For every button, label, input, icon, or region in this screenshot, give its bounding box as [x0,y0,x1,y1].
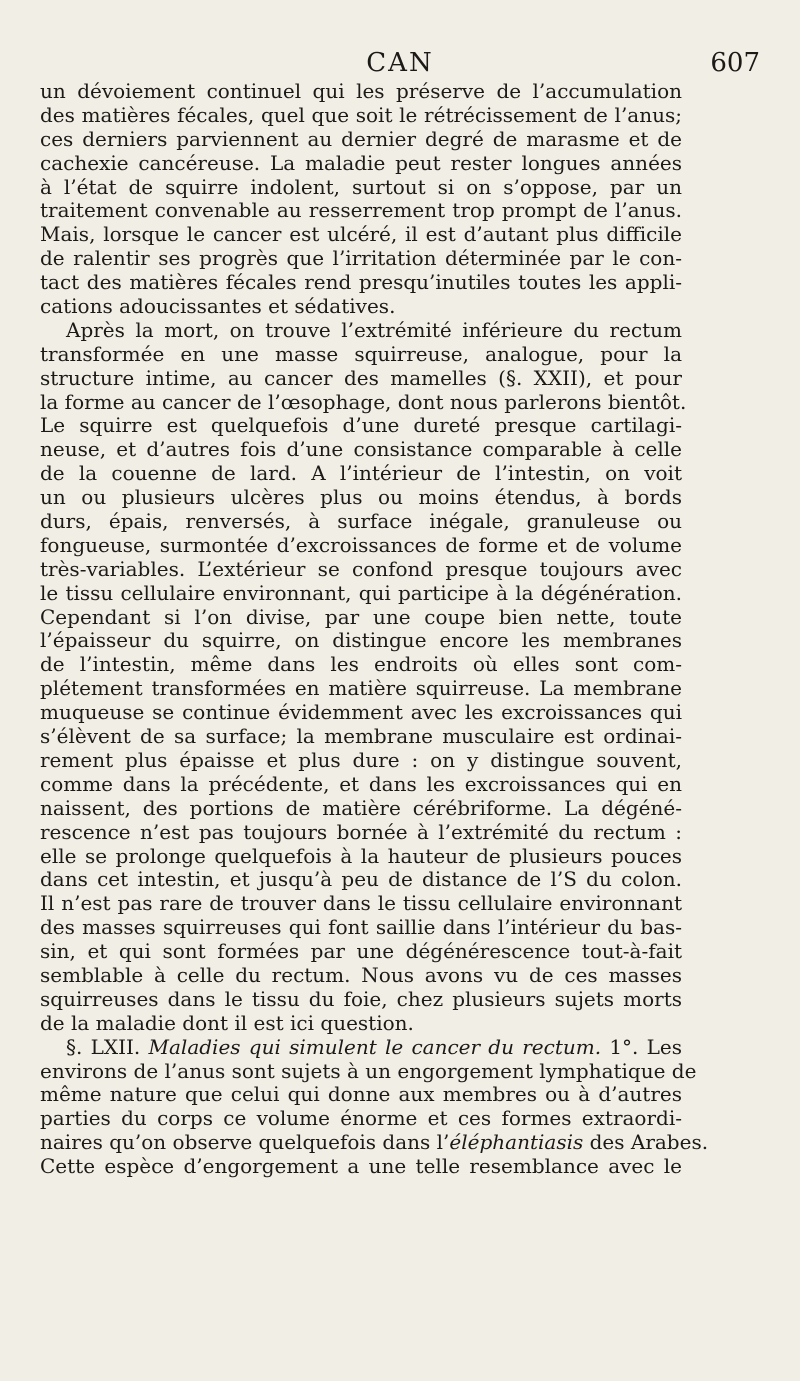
text-line: de la couenne de lard. A l’intérieur de l’intestin, on voit [40,461,682,486]
text-line: comme dans la précédente, et dans les excroissances qui en [40,771,682,796]
paragraph [40,80,682,319]
text-line: Cette espèce d’engorgement a une telle resemblance avec le [40,1154,682,1179]
text-line: muqueuse se continue évidemment avec les excroissances qui [40,700,682,725]
text-fragment: naires qu’on observe quelquefois dans l’ [40,1130,450,1155]
section-number: §. LXII. [66,1034,141,1059]
text-line: cachexie cancéreuse. La maladie peut rester longues années [40,150,682,175]
running-head: CAN [366,48,434,78]
text-line: le tissu cellulaire environnant, qui participe à la dégénération. [40,580,682,605]
text-line: fongueuse, surmontée d’excroissances de forme et de volume [40,532,682,557]
page-number: 607 [710,48,760,78]
text-fragment: 1°. Les [609,1034,683,1059]
text-line: sin, et qui sont formées par une dégénérescence tout-à-fait [40,939,682,964]
text-line: structure intime, au cancer des mamelles (§. XXII), et pour [40,365,682,390]
paragraph [40,1034,709,1179]
text-line: ces derniers parviennent au dernier degré de marasme et de [40,126,682,151]
text-line: Le squirre est quelquefois d’une dureté presque cartilagi- [40,413,682,438]
text-line: semblable à celle du rectum. Nous avons vu de ces masses [40,962,682,987]
text-line: Mais, lorsque le cancer est ulcéré, il est d’autant plus difficile [40,222,682,247]
paragraph [40,317,687,1036]
text-line: la forme au cancer de l’œsophage, dont nous parlerons bientôt. [40,389,687,414]
text-line: elle se prolonge quelquefois à la hauteur de plusieurs pouces [40,843,682,868]
text-line: Il n’est pas rare de trouver dans le tissu cellulaire environnant [40,891,682,916]
text-line: traitement convenable au resserrement trop prompt de l’anus. [40,198,682,223]
text-line: des masses squirreuses qui font saillie dans l’intérieur du bas- [40,915,682,940]
text-line: très-variables. L’extérieur se confond presque toujours avec [40,556,682,581]
text-line: dans cet intestin, et jusqu’à peu de distance de l’S du colon. [40,867,682,892]
text-line: de la maladie dont il est ici question. [40,1010,414,1035]
text-line: un ou plusieurs ulcères plus ou moins étendus, à bords [40,485,682,510]
text-line: de l’intestin, même dans les endroits où elles sont com- [40,652,682,677]
text-line: transformée en une masse squirreuse, analogue, pour la [40,341,682,366]
text-line: des matières fécales, quel que soit le rétrécissement de l’anus; [40,102,682,127]
text-line: Après la mort, on trouve l’extrémité inférieure du rectum [66,317,682,342]
text-line: à l’état de squirre indolent, surtout si on s’oppose, par un [40,174,682,199]
italic-term: éléphantiasis [449,1130,584,1155]
text-fragment: des Arabes. [583,1130,709,1155]
text-line: neuse, et d’autres fois d’une consistance comparable à celle [40,437,682,462]
text-line: parties du corps ce volume énorme et ces formes extraordi- [40,1106,682,1131]
text-line: plétement transformées en matière squirreuse. La membrane [40,676,682,701]
text-line: naissent, des portions de matière cérébriforme. La dégéné- [40,795,682,820]
text-line: environs de l’anus sont sujets à un engorgement lymphatique de [40,1058,697,1083]
text-line: s’élèvent de sa surface; la membrane musculaire est ordinai- [40,724,682,749]
section-title: Maladies qui simulent le cancer du rectum. [148,1034,602,1059]
page-body [40,79,709,1179]
text-line: tact des matières fécales rend presqu’inutiles toutes les appli- [40,270,682,295]
text-line: squirreuses dans le tissu du foie, chez plusieurs sujets morts [40,986,682,1011]
text-line: de ralentir ses progrès que l’irritation déterminée par le con- [40,246,682,271]
text-line: durs, épais, renversés, à surface inégale, granuleuse ou [40,509,682,534]
text-line: rescence n’est pas toujours bornée à l’extrémité du rectum : [40,819,682,844]
text-line: rement plus épaisse et plus dure : on y distingue souvent, [40,747,682,772]
text-line: même nature que celui qui donne aux membres ou à d’autres [40,1082,682,1107]
text-line: un dévoiement continuel qui les préserve de l’accumulation [40,79,682,103]
text-line [40,1036,682,1060]
text-line: cations adoucissantes et sédatives. [40,294,396,319]
text-line: l’épaisseur du squirre, on distingue encore les membranes [40,628,682,653]
text-line [40,1130,709,1155]
text-line: Cependant si l’on divise, par une coupe bien nette, toute [40,604,682,629]
